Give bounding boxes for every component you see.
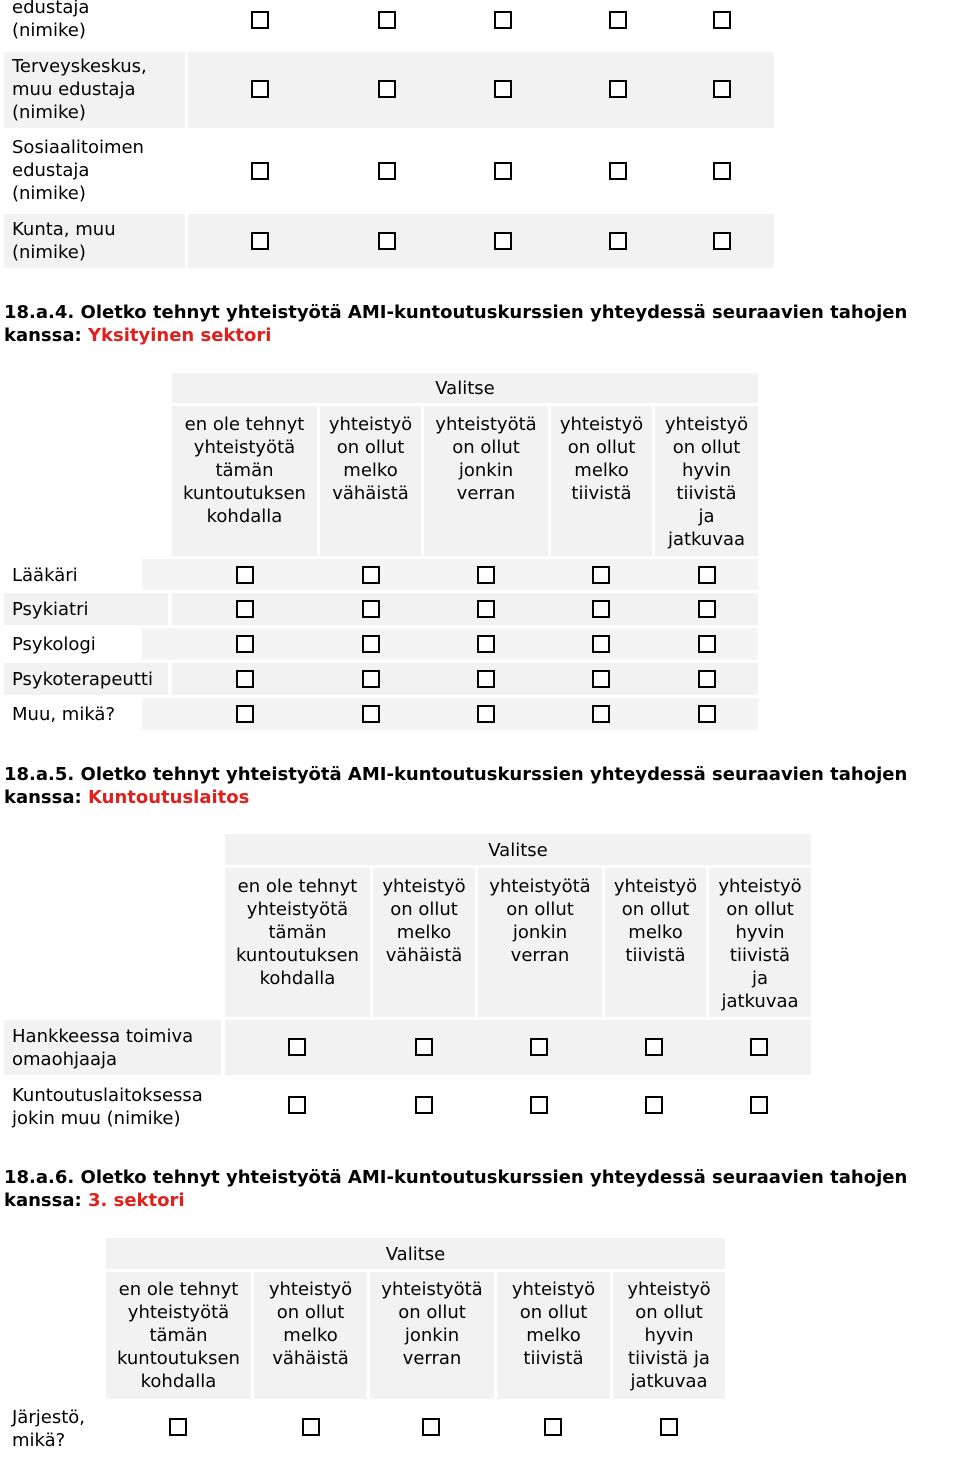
checkbox[interactable] xyxy=(713,80,731,98)
checkbox[interactable] xyxy=(362,635,380,653)
checkbox[interactable] xyxy=(477,705,495,723)
row-label: Muu, mikä? xyxy=(12,704,116,725)
sector-name: 3. sektori xyxy=(88,1190,185,1211)
checkbox[interactable] xyxy=(251,80,269,98)
checkbox[interactable] xyxy=(362,566,380,584)
checkbox[interactable] xyxy=(378,232,396,250)
row-label: Järjestö, mikä? xyxy=(12,1407,85,1451)
checkbox[interactable] xyxy=(169,1418,187,1436)
checkbox[interactable] xyxy=(698,600,716,618)
column-header: yhteistyö on ollut melko vähäistä xyxy=(328,414,413,504)
column-header: yhteistyötä on ollut jonkin verran xyxy=(435,414,537,504)
checkbox[interactable] xyxy=(750,1096,768,1114)
checkbox[interactable] xyxy=(713,11,731,29)
question-title xyxy=(4,301,960,324)
column-header: yhteistyö on ollut hyvin tiivistä ja jatkuvaa xyxy=(664,414,749,550)
checkbox[interactable] xyxy=(288,1038,306,1056)
row-label: Psykiatri xyxy=(12,599,89,620)
question-title-line2 xyxy=(4,786,960,809)
checkbox[interactable] xyxy=(660,1418,678,1436)
column-header: en ole tehnyt yhteistyötä tämän kuntoutuksen kohdalla xyxy=(117,1279,240,1392)
checkbox[interactable] xyxy=(494,162,512,180)
checkbox[interactable] xyxy=(592,566,610,584)
checkbox[interactable] xyxy=(288,1096,306,1114)
checkbox[interactable] xyxy=(698,670,716,688)
checkbox[interactable] xyxy=(592,635,610,653)
checkbox[interactable] xyxy=(236,600,254,618)
column-header: yhteistyö on ollut melko vähäistä xyxy=(382,876,466,966)
checkbox[interactable] xyxy=(494,80,512,98)
row-label: Lääkäri xyxy=(12,565,78,586)
row-label: Psykoterapeutti xyxy=(12,669,153,690)
checkbox[interactable] xyxy=(251,232,269,250)
checkbox[interactable] xyxy=(494,232,512,250)
checkbox[interactable] xyxy=(544,1418,562,1436)
checkbox[interactable] xyxy=(422,1418,440,1436)
checkbox[interactable] xyxy=(713,162,731,180)
checkbox[interactable] xyxy=(592,705,610,723)
row-label: Terveyskeskus, muu edustaja (nimike) xyxy=(12,56,147,123)
question-text-prefix: kanssa: xyxy=(4,325,82,346)
checkbox[interactable] xyxy=(494,11,512,29)
row-label: Kuntoutuslaitoksessa jokin muu (nimike) xyxy=(12,1085,203,1129)
checkbox[interactable] xyxy=(251,11,269,29)
checkbox[interactable] xyxy=(236,566,254,584)
valitse-header: Valitse xyxy=(385,1244,446,1265)
checkbox[interactable] xyxy=(609,11,627,29)
sector-name: Yksityinen sektori xyxy=(88,325,272,346)
question-title xyxy=(4,1166,960,1189)
checkbox[interactable] xyxy=(415,1096,433,1114)
column-header: yhteistyötä on ollut jonkin verran xyxy=(489,876,591,966)
checkbox[interactable] xyxy=(415,1038,433,1056)
column-header: yhteistyö on ollut hyvin tiivistä ja jatkuvaa xyxy=(718,876,802,1012)
checkbox[interactable] xyxy=(592,670,610,688)
checkbox[interactable] xyxy=(609,232,627,250)
question-title-line2 xyxy=(4,324,960,347)
question-title xyxy=(4,763,960,786)
question-text-prefix: kanssa: xyxy=(4,787,82,808)
column-header: yhteistyö on ollut melko tiivistä xyxy=(511,1279,596,1369)
checkbox[interactable] xyxy=(698,635,716,653)
checkbox[interactable] xyxy=(236,635,254,653)
question-number: 18.a.4. xyxy=(4,302,75,323)
checkbox[interactable] xyxy=(302,1418,320,1436)
question-number: 18.a.6. xyxy=(4,1167,75,1188)
question-text: Oletko tehnyt yhteistyötä AMI-kuntoutuskurssien yhteydessä seuraavien tahojen xyxy=(80,764,908,785)
checkbox[interactable] xyxy=(236,705,254,723)
question-title-line2 xyxy=(4,1189,960,1212)
checkbox[interactable] xyxy=(362,670,380,688)
valitse-header: Valitse xyxy=(435,378,495,399)
checkbox[interactable] xyxy=(698,705,716,723)
checkbox[interactable] xyxy=(362,600,380,618)
question-text: Oletko tehnyt yhteistyötä AMI-kuntoutuskurssien yhteydessä seuraavien tahojen xyxy=(80,302,908,323)
question-text: Oletko tehnyt yhteistyötä AMI-kuntoutuskurssien yhteydessä seuraavien tahojen xyxy=(80,1167,908,1188)
checkbox[interactable] xyxy=(251,162,269,180)
checkbox[interactable] xyxy=(713,232,731,250)
question-number: 18.a.5. xyxy=(4,764,75,785)
checkbox[interactable] xyxy=(236,670,254,688)
column-header: yhteistyö on ollut hyvin tiivistä ja jatkuvaa xyxy=(627,1279,711,1392)
checkbox[interactable] xyxy=(592,600,610,618)
checkbox[interactable] xyxy=(362,705,380,723)
checkbox[interactable] xyxy=(477,635,495,653)
column-header: en ole tehnyt yhteistyötä tämän kuntoutuksen kohdalla xyxy=(236,876,359,989)
checkbox[interactable] xyxy=(698,566,716,584)
checkbox[interactable] xyxy=(645,1038,663,1056)
checkbox[interactable] xyxy=(750,1038,768,1056)
checkbox[interactable] xyxy=(378,162,396,180)
checkbox[interactable] xyxy=(477,670,495,688)
column-header: en ole tehnyt yhteistyötä tämän kuntoutuksen kohdalla xyxy=(183,414,306,527)
column-header: yhteistyö on ollut melko tiivistä xyxy=(613,876,698,966)
checkbox[interactable] xyxy=(609,162,627,180)
checkbox[interactable] xyxy=(530,1038,548,1056)
row-label: edustaja (nimike) xyxy=(12,0,90,41)
valitse-header: Valitse xyxy=(488,840,548,861)
question-text-prefix: kanssa: xyxy=(4,1190,82,1211)
row-label: Sosiaalitoimen edustaja (nimike) xyxy=(12,137,144,204)
checkbox[interactable] xyxy=(477,600,495,618)
row-label: Kunta, muu (nimike) xyxy=(12,219,116,263)
checkbox[interactable] xyxy=(645,1096,663,1114)
checkbox[interactable] xyxy=(530,1096,548,1114)
column-header: yhteistyö on ollut melko vähäistä xyxy=(268,1279,353,1369)
column-header: yhteistyö on ollut melko tiivistä xyxy=(559,414,644,504)
checkbox[interactable] xyxy=(378,11,396,29)
checkbox[interactable] xyxy=(609,80,627,98)
checkbox[interactable] xyxy=(378,80,396,98)
row-label: Psykologi xyxy=(12,634,96,655)
row-label: Hankkeessa toimiva omaohjaaja xyxy=(12,1026,194,1070)
checkbox[interactable] xyxy=(477,566,495,584)
column-header: yhteistyötä on ollut jonkin verran xyxy=(381,1279,483,1369)
sector-name: Kuntoutuslaitos xyxy=(88,787,250,808)
